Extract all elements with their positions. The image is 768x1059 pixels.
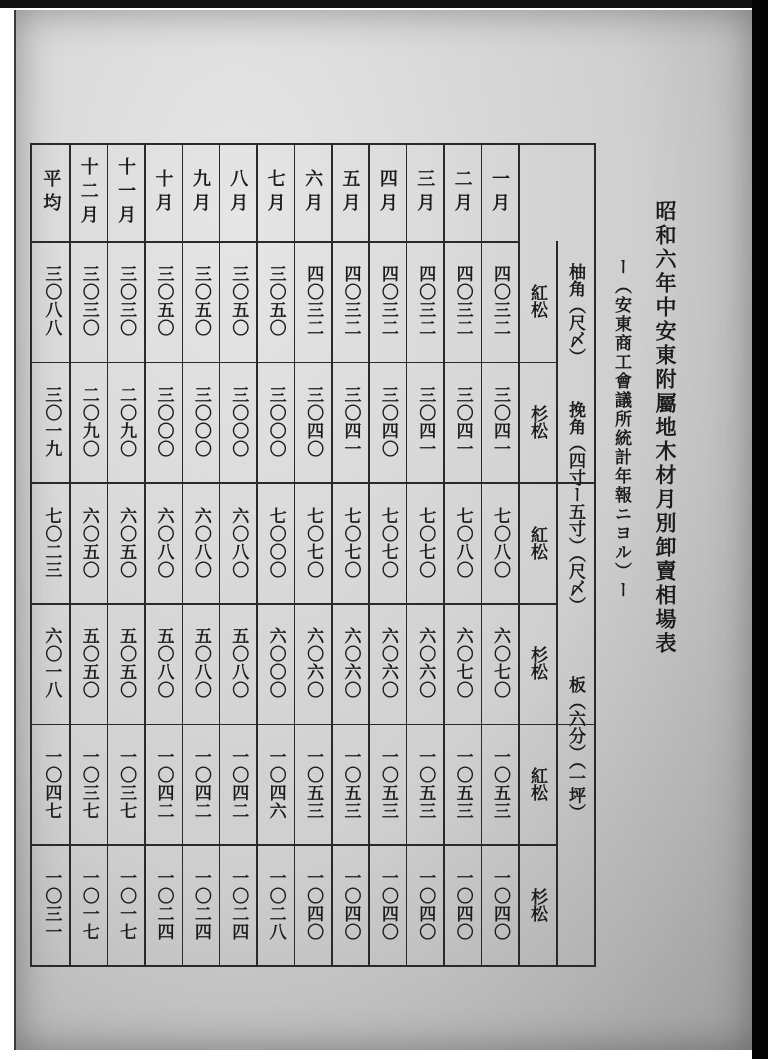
price-table: [30, 143, 596, 967]
price-cell: 三〇四一: [489, 385, 510, 458]
price-cell: 三〇四〇: [377, 385, 398, 458]
scan-border-top: [0, 0, 768, 8]
price-cell: 一〇二四: [153, 868, 174, 941]
group-label: 柚角（尺〆）: [565, 262, 585, 365]
price-cell: 六〇八〇: [228, 506, 249, 579]
price-cell: 一〇四六: [265, 747, 286, 820]
price-cell: 三〇〇〇: [265, 385, 286, 458]
price-cell: 三〇〇〇: [190, 385, 211, 458]
price-cell: 二〇九〇: [78, 385, 99, 458]
month-label: 五月: [339, 169, 361, 217]
species-label: 紅松: [527, 525, 547, 560]
month-label: 三月: [414, 169, 436, 217]
price-cell: 一〇五三: [377, 747, 398, 820]
price-cell: 七〇七〇: [415, 506, 436, 579]
price-cell: 一〇二四: [228, 868, 249, 941]
price-cell: 六〇六〇: [340, 627, 361, 700]
price-cell: 四〇三二: [452, 265, 473, 338]
species-label: 杉松: [527, 404, 547, 439]
price-cell: 三〇四〇: [303, 385, 324, 458]
month-label: 八月: [227, 169, 249, 217]
price-cell: 六〇〇〇: [265, 627, 286, 700]
month-label: 平均: [40, 169, 62, 217]
price-cell: 一〇四二: [190, 747, 211, 820]
price-cell: 一〇四七: [41, 747, 62, 820]
month-label: 六月: [302, 169, 324, 217]
document-title: 昭和六年中安東附屬地木材月別卸賣相場表: [653, 200, 678, 656]
price-cell: 四〇三二: [340, 265, 361, 338]
price-cell: 五〇五〇: [78, 627, 99, 700]
price-cell: 七〇八〇: [489, 506, 510, 579]
price-cell: 三〇五〇: [265, 265, 286, 338]
price-cell: 五〇八〇: [228, 627, 249, 700]
price-cell: 三〇一九: [41, 385, 62, 458]
price-cell: 六〇六〇: [415, 627, 436, 700]
price-cell: 五〇八〇: [153, 627, 174, 700]
price-cell: 六〇六〇: [377, 627, 398, 700]
price-cell: 三〇四一: [340, 385, 361, 458]
price-cell: 五〇八〇: [190, 627, 211, 700]
month-label: 九月: [189, 169, 211, 217]
price-cell: 四〇三二: [377, 265, 398, 338]
price-cell: 七〇七〇: [303, 506, 324, 579]
price-cell: 六〇八〇: [153, 506, 174, 579]
price-cell: 一〇四〇: [489, 868, 510, 941]
price-cell: 六〇五〇: [116, 506, 137, 579]
price-cell: 三〇四一: [452, 385, 473, 458]
group-label: 挽角（四寸ー五寸）（尺〆）: [565, 400, 585, 614]
scan-border-right: [752, 0, 768, 1059]
price-cell: 一〇五三: [415, 747, 436, 820]
price-cell: 四〇三二: [303, 265, 324, 338]
price-cell: 一〇二四: [190, 868, 211, 941]
price-cell: 四〇三二: [415, 265, 436, 338]
price-cell: 一〇四〇: [377, 868, 398, 941]
price-cell: 六〇六〇: [303, 627, 324, 700]
price-cell: 六〇七〇: [452, 627, 473, 700]
group-label: 板（六分）（一坪）: [565, 676, 585, 821]
month-label: 十月: [152, 169, 174, 217]
price-cell: 三〇五〇: [153, 265, 174, 338]
document-subtitle: ー（安東商工會議所統計年報ニヨル）ー: [611, 258, 631, 600]
month-label: 七月: [264, 169, 286, 217]
price-cell: 一〇四〇: [452, 868, 473, 941]
price-cell: 三〇八八: [41, 265, 62, 338]
price-cell: 七〇七〇: [340, 506, 361, 579]
price-cell: 六〇七〇: [489, 627, 510, 700]
price-cell: 七〇〇〇: [265, 506, 286, 579]
price-cell: 三〇五〇: [190, 265, 211, 338]
month-label: 四月: [376, 169, 398, 217]
price-cell: 一〇三一: [41, 868, 62, 941]
price-cell: 六〇五〇: [78, 506, 99, 579]
price-cell: 三〇五〇: [228, 265, 249, 338]
price-cell: 一〇五三: [452, 747, 473, 820]
month-label: 一月: [488, 169, 510, 217]
price-cell: 二〇九〇: [116, 385, 137, 458]
species-label: 紅松: [527, 766, 547, 801]
price-cell: 七〇八〇: [452, 506, 473, 579]
price-cell: 三〇四一: [415, 385, 436, 458]
price-cell: 一〇四〇: [303, 868, 324, 941]
price-cell: 一〇五三: [340, 747, 361, 820]
month-label: 二月: [451, 169, 473, 217]
month-label: 十一月: [115, 157, 137, 229]
price-cell: 六〇一八: [41, 627, 62, 700]
price-cell: 一〇四〇: [340, 868, 361, 941]
species-label: 紅松: [527, 284, 547, 319]
price-cell: 四〇三二: [489, 265, 510, 338]
price-cell: 一〇三七: [78, 747, 99, 820]
price-cell: 七〇七〇: [377, 506, 398, 579]
price-cell: 一〇三七: [116, 747, 137, 820]
price-cell: 三〇三〇: [78, 265, 99, 338]
price-cell: 一〇五三: [489, 747, 510, 820]
price-cell: 三〇〇〇: [153, 385, 174, 458]
price-cell: 一〇一七: [116, 868, 137, 941]
price-cell: 一〇一七: [78, 868, 99, 941]
price-cell: 五〇五〇: [116, 627, 137, 700]
price-cell: 一〇四二: [228, 747, 249, 820]
price-cell: 七〇二三: [41, 506, 62, 579]
species-label: 杉松: [527, 887, 547, 922]
price-cell: 一〇四〇: [415, 868, 436, 941]
price-cell: 六〇八〇: [190, 506, 211, 579]
price-cell: 一〇四二: [153, 747, 174, 820]
price-cell: 一〇五三: [303, 747, 324, 820]
price-cell: 一〇二八: [265, 868, 286, 941]
price-cell: 三〇三〇: [116, 265, 137, 338]
month-label: 十二月: [77, 157, 99, 229]
species-label: 杉松: [527, 646, 547, 681]
price-cell: 三〇〇〇: [228, 385, 249, 458]
